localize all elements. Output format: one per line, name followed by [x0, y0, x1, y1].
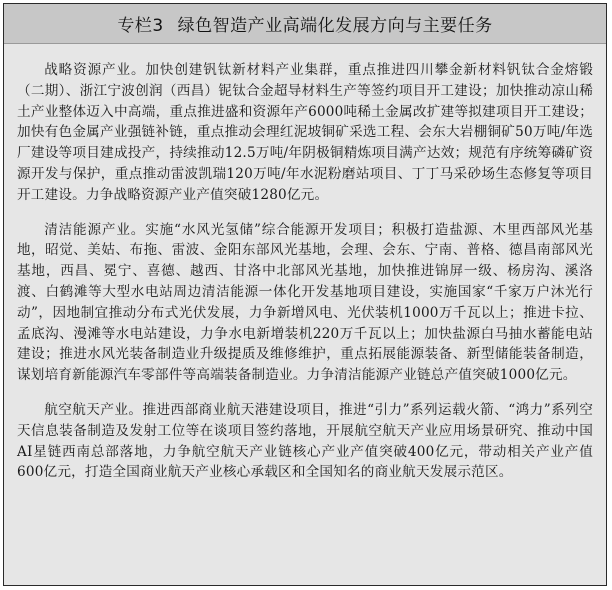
paragraph-gap [17, 386, 593, 400]
paragraph-gap [17, 206, 593, 220]
column-label: 专栏3 [117, 16, 164, 36]
paragraph-clean-energy: 清洁能源产业。实施“水风光氢储”综合能源开发项目；积极打造盐源、木里西部风光基地，昭觉、美姑、布拖、雷波、金阳东部风光基地，会理、会东、宁南、普格、德昌南部风光基地，西昌、冕宁、喜德、越西、甘洛中北部风光基地，加快推进锦屏一级、杨房沟、溪洛渡、白鹤滩等大型水电站周边清洁能源一体化开发基地项目建设，实施国家“千家万户沐光行动”，因地制宜推动分布式光伏发展，力争新增风电、光伏装机1000万千瓦以上；推进卡拉、孟底沟、漫滩等水电站建设，力争水电新增装机220万千瓦以上；加快盐源白马抽水蓄能电站建设；推进水风光装备制造业升级提质及维修维护，重点拓展能源装备、新型储能装备制造，谋划培育新能源汽车零部件等高端装备制造业。力争清洁能源产业链总产值突破1000亿元。 [17, 221, 593, 384]
column-box [3, 3, 607, 586]
column-content [4, 44, 606, 483]
paragraph-strategic-resources: 战略资源产业。加快创建钒钛新材料产业集群，重点推进四川攀金新材料钒钛合金熔锻（二期）、浙江宁波创润（西昌）铌钛合金超导材料生产等签约项目开工建设；加快推动凉山稀土产业整体迈入中高端，重点推进盛和资源年产6000吨稀土金属改扩建等拟建项目开工建设；加快有色金属产业强链补链，重点推动会理红泥坡铜矿采选工程、会东大岩棚铜矿50万吨/年选厂建设等项目建成投产，持续推动12.5万吨/年阴极铜精炼项目满产达效；规范有序统筹磷矿资源开发与保护，重点推动雷波凯瑞120万吨/年水泥粉磨站项目、丁丁马采砂场生态修复等项目开工建设。力争战略资源产业产值突破1280亿元。 [17, 62, 593, 203]
column-title: 绿色智造产业高端化发展方向与主要任务 [177, 16, 493, 36]
paragraph-aerospace: 航空航天产业。推进西部商业航天港建设项目，推进“引力”系列运载火箭、“鸿力”系列空天信息装备制造及发射工位等在谈项目签约落地，开展航空航天产业应用场景研究、推动中国AI星链西南总部落地，力争航空航天产业链核心产业产值突破400亿元，带动相关产业产值600亿元，打造全国商业航天产业核心承载区和全国知名的商业航天发展示范区。 [17, 401, 593, 481]
column-title-bar [4, 4, 606, 44]
